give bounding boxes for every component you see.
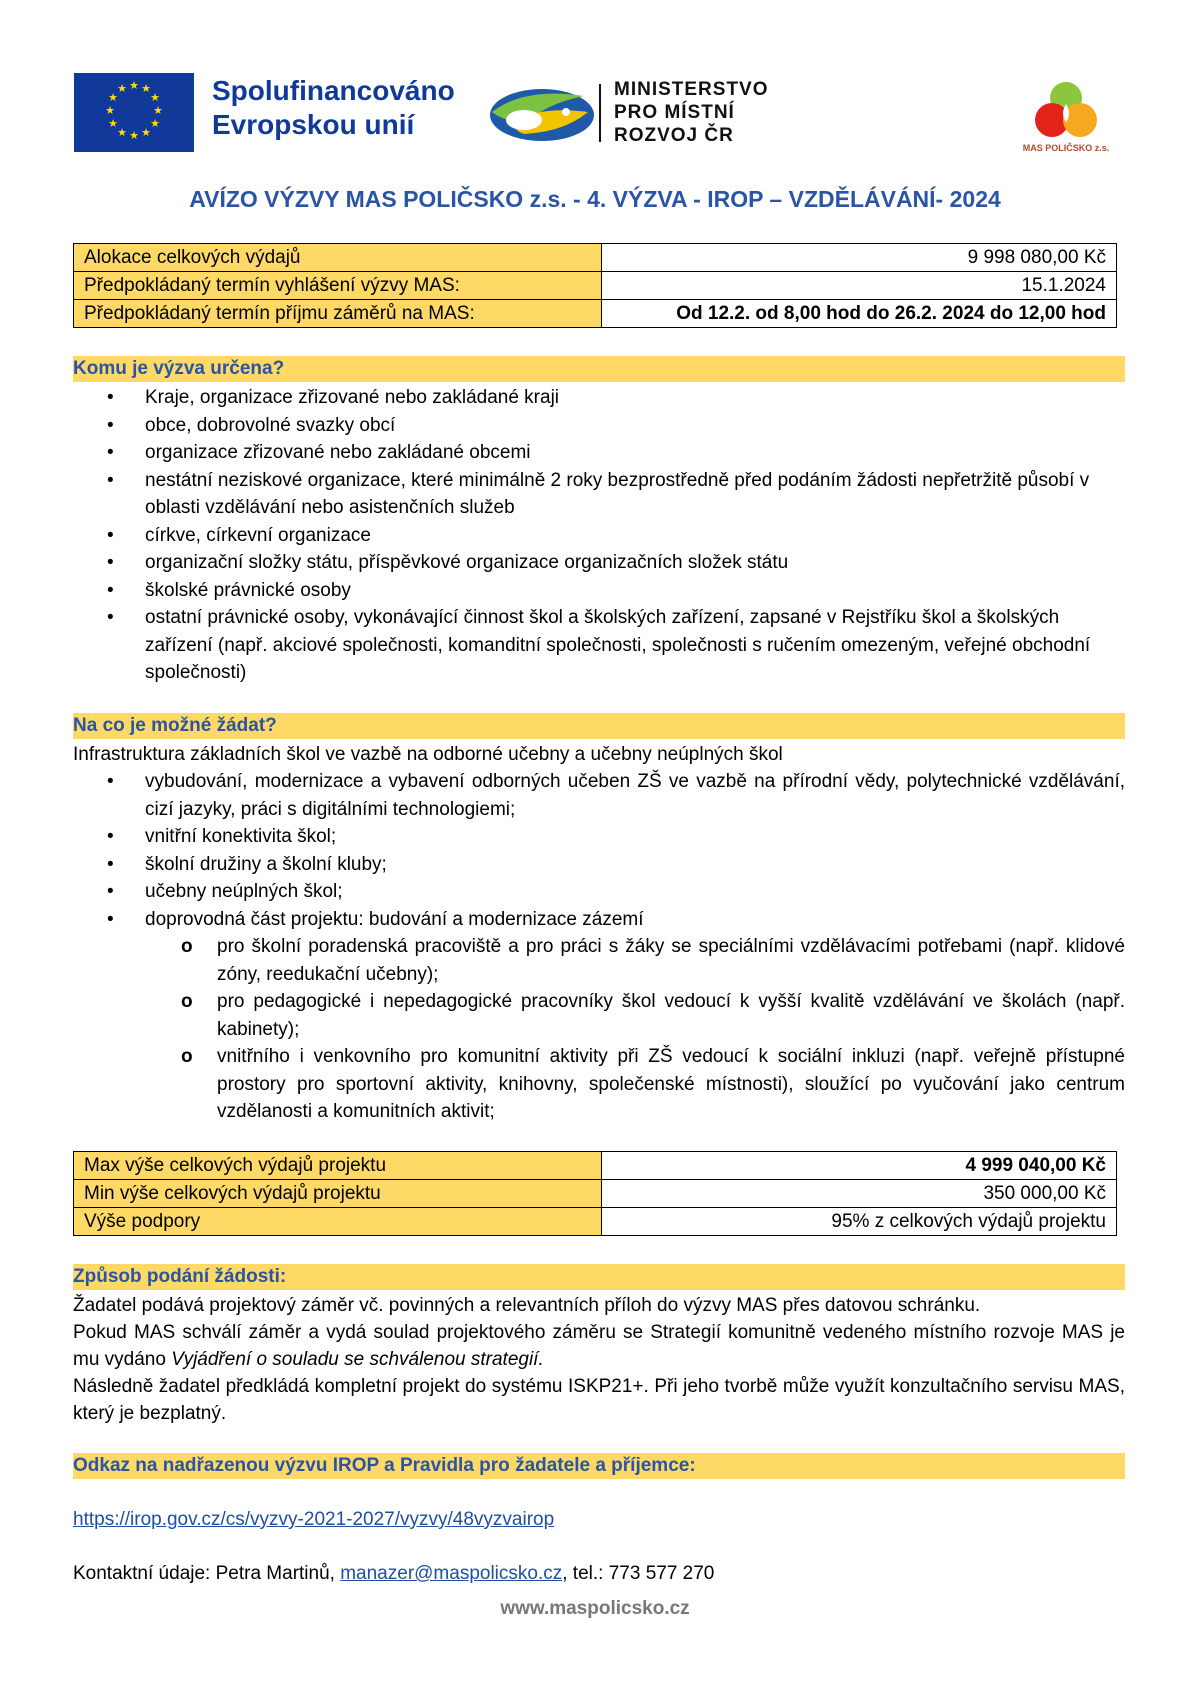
svg-text:★: ★	[108, 91, 118, 104]
svg-text:★: ★	[141, 126, 151, 139]
sub-list-item: o vnitřního i venkovního pro komunitní aktivity při ZŠ vedoucí k sociální inkluzi (např. veřejně přístupné prostory pro sportovní aktivity, knihovny, společenské místnosti), sloužící po vyučování jako centrum vzdělanosti a komunitních aktivit;	[181, 1046, 1125, 1122]
list-item: • vybudování, modernizace a vybavení odborných učeben ZŠ ve vazbě na přírodní vědy, polytechnické vzdělávání, cizí jazyky, práci s digitálními technologiemi;	[107, 771, 1125, 820]
irop-link-row	[73, 1506, 1125, 1533]
submission-paragraph-3: Následně žadatel předkládá kompletní projekt do systému ISKP21+. Při jeho tvorbě může využít konzultačního servisu MAS, který je bezplatný.	[73, 1376, 1125, 1424]
list-item: • školní družiny a školní kluby;	[107, 853, 387, 875]
eu-text-line1: Spolufinancováno	[212, 75, 455, 106]
mmr-logo-icon	[484, 82, 594, 144]
max-budget-value: 4 999 040,00 Kč	[602, 1152, 1117, 1180]
irop-link[interactable]: https://irop.gov.cz/cs/vyzvy-2021-2027/vyzvy/48vyzvairop	[73, 1509, 555, 1530]
list-item: • organizační složky státu, příspěvkové organizace organizačních složek státu	[107, 552, 789, 573]
eu-cofinanced-text	[212, 74, 455, 142]
footer-website: www.maspolicsko.cz	[500, 1598, 690, 1619]
mmr-text-line3: ROZVOJ ČR	[614, 125, 734, 146]
submission-paragraph-1: Žadatel podává projektový záměr vč. povinných a relevantních příloh do výzvy MAS přes datovou schránku.	[73, 1295, 981, 1316]
eu-flag-icon	[74, 73, 194, 152]
svg-text:★: ★	[117, 82, 127, 95]
svg-text:★: ★	[105, 104, 115, 117]
list-item: • učebny neúplných škol;	[107, 881, 343, 902]
svg-text:★: ★	[108, 117, 118, 130]
list-item: • školské právnické osoby	[107, 579, 351, 601]
mmr-text-line2: PRO MÍSTNÍ	[614, 102, 735, 123]
contact-suffix: , tel.: 773 577 270	[562, 1563, 715, 1584]
table-row	[74, 272, 1117, 300]
list-item-text: církve, církevní organizace	[145, 524, 371, 546]
section-heading-links: Odkaz na nadřazenou výzvu IROP a Pravidla pro žadatele a příjemce:	[73, 1453, 1125, 1479]
eu-text-line2: Evropskou unií	[212, 109, 415, 140]
section-heading-submission: Způsob podání žádosti:	[73, 1264, 1125, 1290]
table-row	[74, 244, 1117, 272]
svg-text:★: ★	[150, 117, 160, 130]
contact-row	[73, 1560, 1125, 1587]
allocation-label: Alokace celkových výdajů	[74, 244, 602, 272]
submission-text	[73, 1292, 1125, 1427]
allocation-value: 9 998 080,00 Kč	[602, 244, 1117, 272]
announcement-date-label: Předpokládaný termín vyhlášení výzvy MAS:	[74, 272, 602, 300]
scope-list	[73, 768, 1125, 1126]
svg-text:★: ★	[117, 126, 127, 139]
list-item: • organizace zřizované nebo zakládané obcemi	[107, 442, 531, 463]
submission-period-value: Od 12.2. od 8,00 hod do 26.2. 2024 do 12,00 hod	[602, 300, 1117, 328]
page-header	[0, 0, 1190, 170]
mmr-text	[614, 78, 769, 147]
svg-text:★: ★	[129, 79, 139, 92]
svg-text:★: ★	[153, 104, 163, 117]
list-item: • ostatní právnické osoby, vykonávající činnost škol a školských zařízení, zapsané v Rejstříku škol a školských zařízení (např. akciové společnosti, komanditní společnosti, společnosti s ručením omezeným, veřejné obchodní společnosti)	[107, 607, 1091, 683]
table-row	[74, 1180, 1117, 1208]
list-item-text: vnitřní konektivita škol;	[145, 826, 337, 847]
list-item-text: obce, dobrovolné svazky obcí	[145, 414, 396, 436]
contact-email-link[interactable]: manazer@maspolicsko.cz	[340, 1563, 563, 1584]
list-item-text: Kraje, organizace zřizované nebo zakládané kraji	[145, 387, 560, 408]
list-item: • doprovodná část projektu: budování a modernizace zázemí o pro školní poradenská pracoviště a pro práci s žáky se speciálními vzdělávacími potřebami (např. klidové zóny, reedukační učebny); o pro pedagogické i nepedagogické pracovníky škol vedoucí k vyšší kvalitě vzdělávání ve školách (např. kabinety); o vnitřního i venkovního pro komunitní aktivity při ZŠ vedoucí k sociální inkluzi (např. veřejně přístupné prostory pro sportovní aktivity, knihovny, společenské místnosti), sloužící po vyučování jako centrum vzdělanosti a komunitních aktivit;	[73, 906, 1125, 1126]
mmr-divider	[599, 84, 601, 142]
contact-prefix: Kontaktní údaje: Petra Martinů,	[73, 1563, 341, 1584]
min-budget-label: Min výše celkových výdajů projektu	[74, 1180, 602, 1208]
budget-table	[73, 1151, 1117, 1236]
list-item-text: nestátní neziskové organizace, které minimálně 2 roky bezprostředně před podáním žádosti nepřetržitě působí v oblasti vzdělávání nebo asistenčních služeb	[145, 469, 1090, 518]
sub-list-item: o pro pedagogické i nepedagogické pracovníky škol vedoucí k vyšší kvalitě vzdělávání ve školách (např. kabinety);	[181, 991, 1125, 1040]
list-item-text: vybudování, modernizace a vybavení odborných učeben ZŠ ve vazbě na přírodní vědy, polytechnické vzdělávání, cizí jazyky, práci s digitálními technologiemi;	[145, 771, 1125, 820]
list-item-text: učebny neúplných škol;	[145, 881, 343, 902]
list-item-text: organizační složky státu, příspěvkové organizace organizačních složek státu	[145, 552, 789, 573]
table-row	[74, 1152, 1117, 1180]
page-title: AVÍZO VÝZVY MAS POLIČSKO z.s. - 4. VÝZVA - IROP – VZDĚLÁVÁNÍ- 2024	[189, 186, 1001, 212]
allocation-table	[73, 243, 1117, 328]
announcement-date-value: 15.1.2024	[602, 272, 1117, 300]
svg-text:★: ★	[150, 91, 160, 104]
sub-list	[145, 933, 1125, 1126]
list-item-text: ostatní právnické osoby, vykonávající činnost škol a školských zařízení, zapsané v Rejstříku škol a školských zařízení (např. akciové společnosti, komanditní společnosti, společnosti s ručením omezeným, veřejné obchodní společnosti)	[145, 607, 1091, 683]
eligible-applicants-list	[73, 384, 1125, 687]
list-item-text: organizace zřizované nebo zakládané obcemi	[145, 442, 531, 463]
mmr-text-line1: MINISTERSTVO	[614, 79, 769, 100]
list-item: • Kraje, organizace zřizované nebo zakládané kraji	[107, 387, 560, 408]
min-budget-value: 350 000,00 Kč	[602, 1180, 1117, 1208]
list-item: • vnitřní konektivita škol;	[107, 826, 337, 847]
sub-list-item-text: pro školní poradenská pracoviště a pro práci s žáky se speciálními vzdělávacími potřebami (např. klidové zóny, reedukační učebny);	[217, 936, 1125, 985]
sub-list-item-text: vnitřního i venkovního pro komunitní aktivity při ZŠ vedoucí k sociální inkluzi (např. veřejně přístupné prostory pro sportovní aktivity, knihovny, společenské místnosti), sloužící po vyučování jako centrum vzdělanosti a komunitních aktivit;	[217, 1046, 1125, 1122]
svg-text:★: ★	[129, 129, 139, 142]
submission-paragraph-2-text: Pokud MAS schválí záměr a vydá soulad projektového záměru se Strategií komunitně vedeného místního rozvoje MAS je mu vydáno	[73, 1322, 1125, 1370]
sub-list-item-text: pro pedagogické i nepedagogické pracovníky škol vedoucí k vyšší kvalitě vzdělávání ve školách (např. kabinety);	[217, 991, 1125, 1040]
scope-intro: Infrastruktura základních škol ve vazbě na odborné učebny a učebny neúplných škol	[73, 744, 783, 765]
list-item-text: školní družiny a školní kluby;	[145, 853, 387, 875]
table-row	[74, 300, 1117, 328]
mas-policsko-logo-icon	[1030, 78, 1102, 146]
support-rate-label: Výše podpory	[74, 1208, 602, 1236]
section-heading-eligible: Komu je výzva určena?	[73, 356, 1125, 382]
mas-logo-text: MAS POLIČSKO z.s.	[1022, 143, 1110, 153]
svg-text:★: ★	[141, 82, 151, 95]
list-item-text: doprovodná část projektu: budování a modernizace zázemí	[145, 908, 644, 930]
list-item: • obce, dobrovolné svazky obcí	[107, 414, 396, 436]
list-item: • nestátní neziskové organizace, které minimálně 2 roky bezprostředně před podáním žádosti nepřetržitě působí v oblasti vzdělávání nebo asistenčních služeb	[107, 469, 1090, 518]
submission-paragraph-2-italic: Vyjádření o souladu se schválenou strategií.	[171, 1349, 544, 1370]
table-row	[74, 1208, 1117, 1236]
submission-period-label: Předpokládaný termín příjmu záměrů na MAS:	[74, 300, 602, 328]
max-budget-label: Max výše celkových výdajů projektu	[74, 1152, 602, 1180]
sub-list-item: o pro školní poradenská pracoviště a pro práci s žáky se speciálními vzdělávacími potřebami (např. klidové zóny, reedukační učebny);	[181, 936, 1125, 985]
list-item: • církve, církevní organizace	[107, 524, 371, 546]
support-rate-value: 95% z celkových výdajů projektu	[602, 1208, 1117, 1236]
submission-paragraph-2	[73, 1319, 1125, 1373]
section-heading-scope: Na co je možné žádat?	[73, 713, 1125, 739]
list-item-text: školské právnické osoby	[145, 579, 351, 601]
